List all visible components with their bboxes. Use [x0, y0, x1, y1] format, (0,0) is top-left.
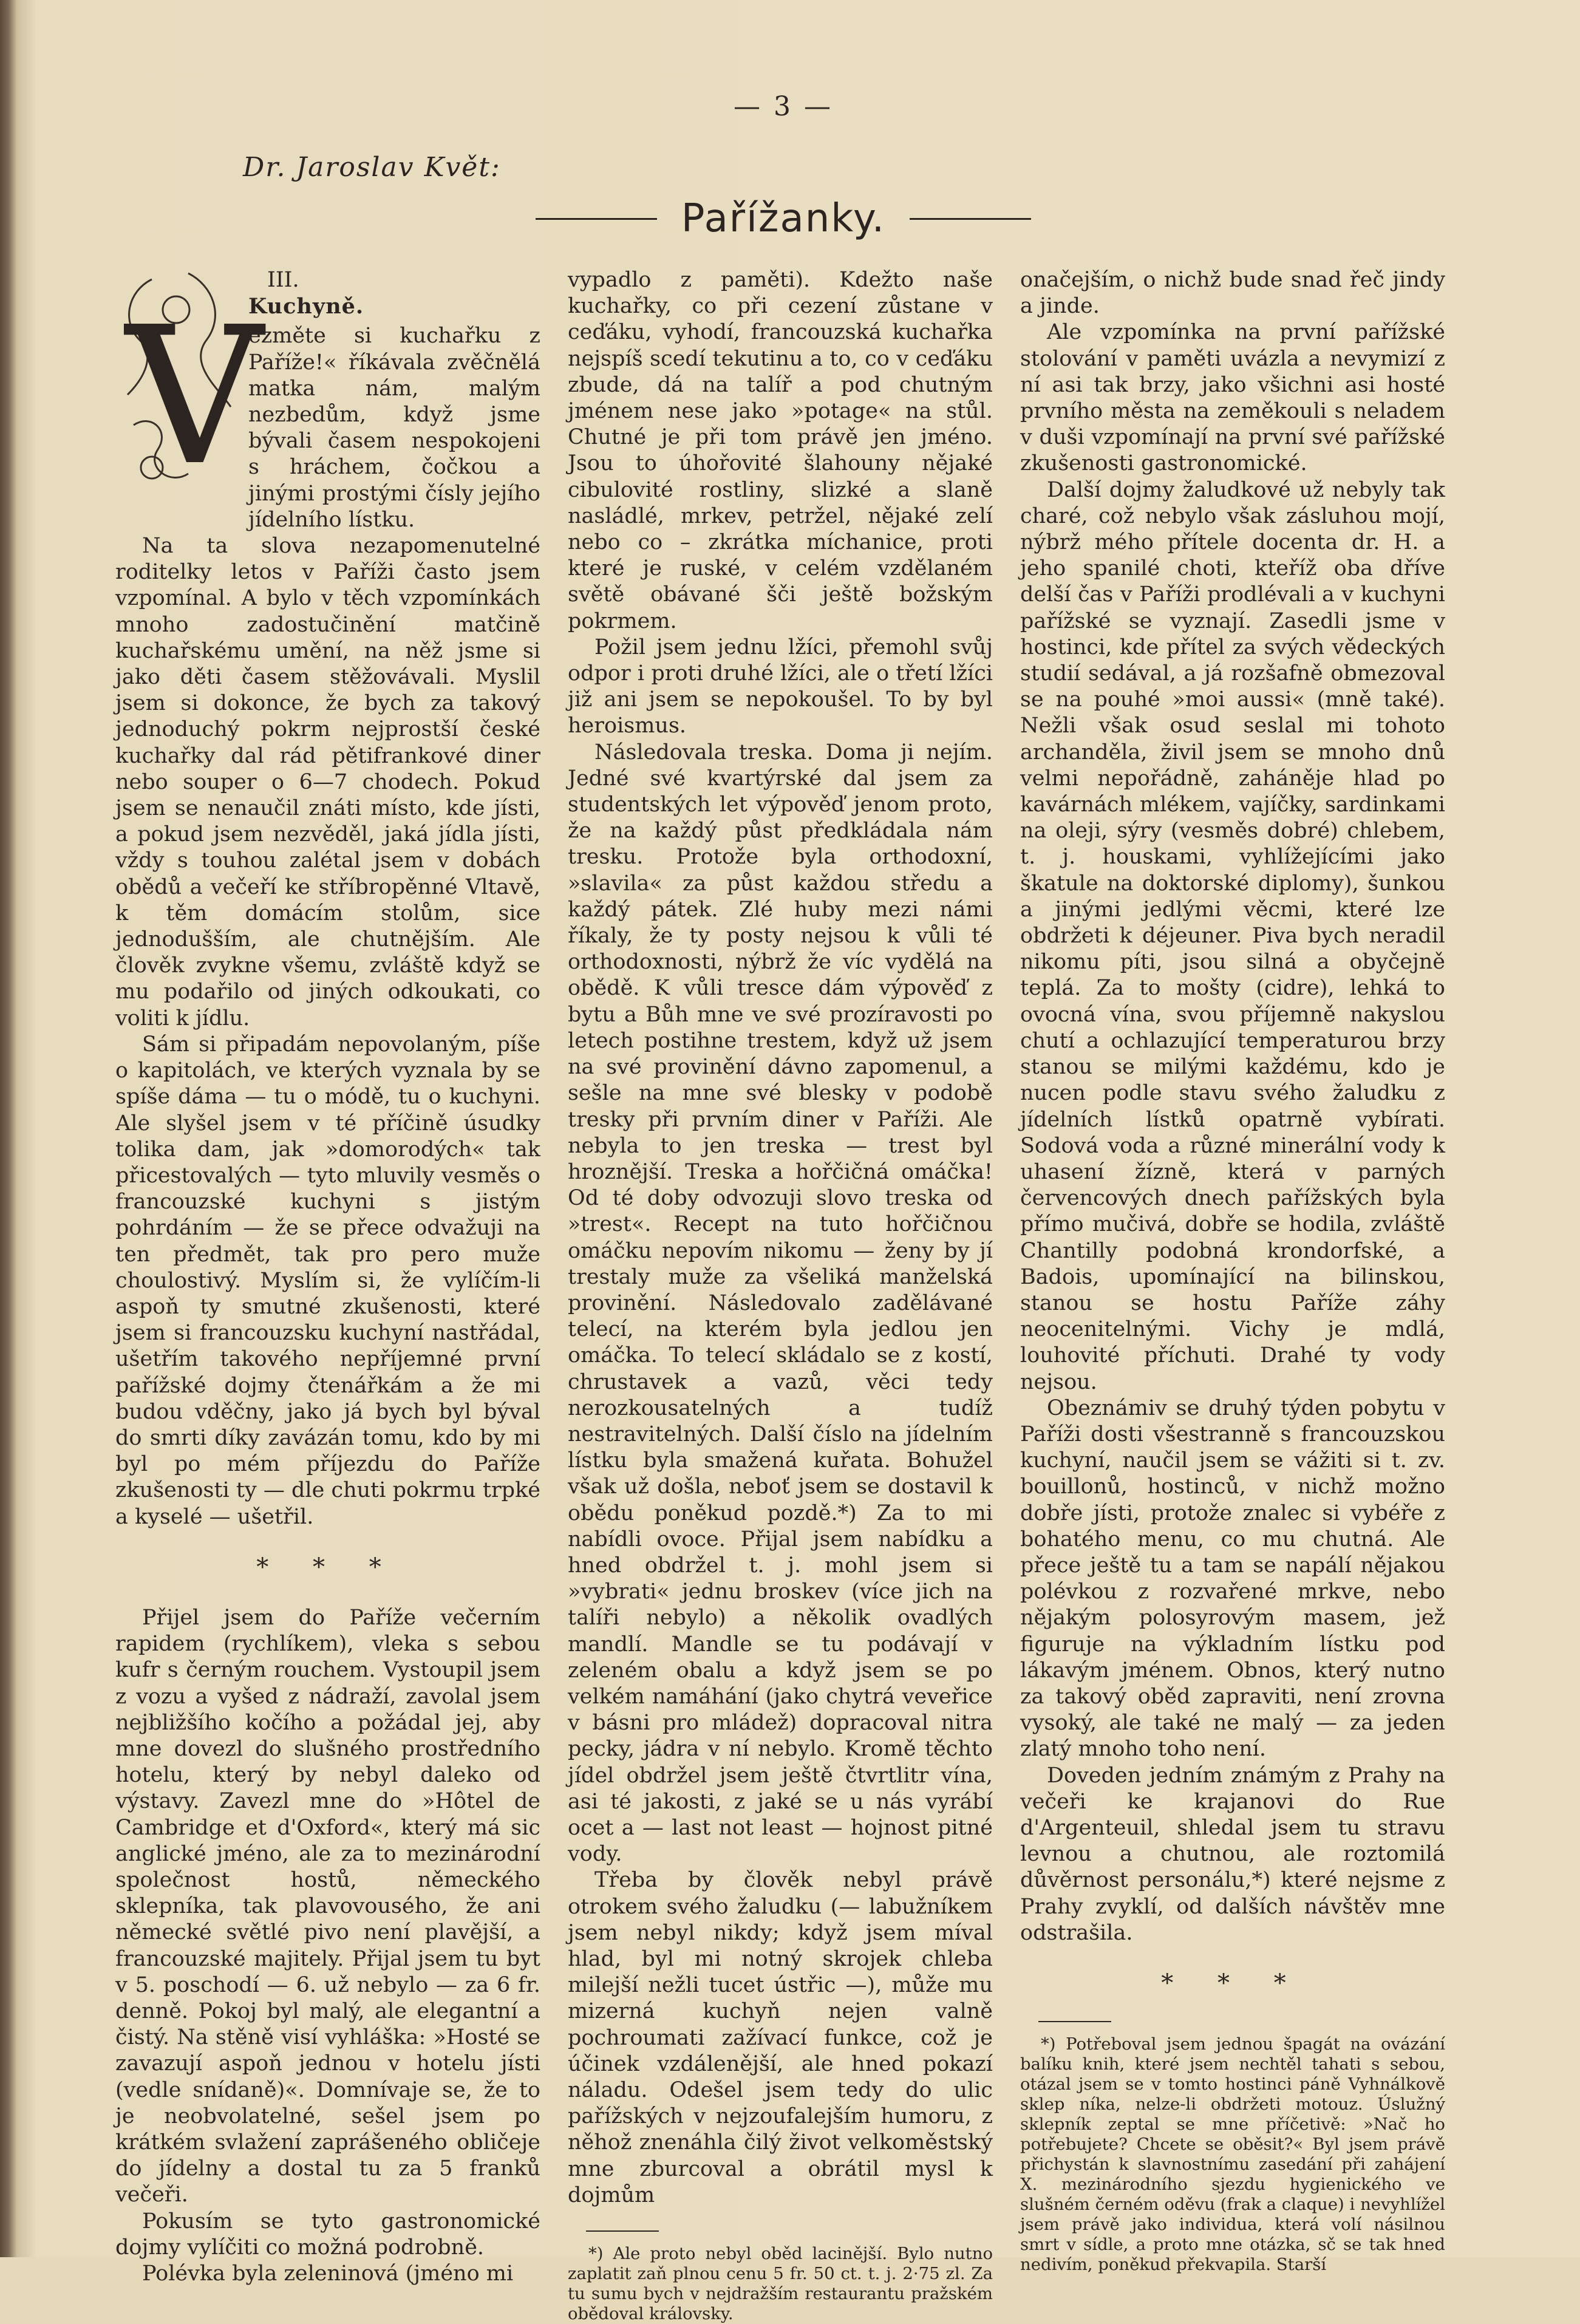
text-column-3: [1020, 267, 1445, 2275]
paragraph: vypadlo z paměti). Kdežto naše kuchařky, co při cezení zůstane v ceďáku, vyhodí, francouzská kuchařka nejspíš scedí tekutinu a to, co v ceďáku zbude, dá na talíř a pod chutným jménem nese jako »potage« na stůl. Chutné je při tom právě jen jméno. Jsou to úhořovité šlahouny nějaké cibulovité rostliny, slizké a slaně nasládlé, mrkev, petržel, nějaké zelí nebo co – zkrátka míchanice, proti které je ruské, v celém vzdělaném světě obávané šči ještě božským pokrmem.: [568, 268, 993, 633]
paragraph: Pokusím se tyto gastronomické dojmy vylíčiti co možná podrobně.: [115, 2209, 540, 2260]
paragraph: Třeba by člověk nebyl právě otrokem svého žaludku (— labužníkem jsem nebyl nikdy; když jsem míval hlad, byl mi notný skrojek chleba milejší nežli tucet ústřic —), může mu mizerná kuchyň nejen valně pochroumati zažívací funkce, což je účinek vzdálenější, ale hned pokazí náladu. Odešel jsem tedy do ulic pařížských v nejzoufalejším humoru, z něhož znenáhla čilý život velkoměstský mne zburcoval a obrátil mysl k dojmům: [568, 1868, 993, 2207]
paragraph: ezměte si kuchařku z Paříže!« říkávala zvěčnělá matka nám, malým nezbedům, když jsme bývali časem nespokojeni s hráchem, čočkou a jinými prostými čísly jejího jídelního lístku.: [248, 324, 540, 532]
text-column-2: [568, 267, 993, 2324]
page-number: — 3 —: [734, 91, 833, 122]
paragraph: onačejším, o nichž bude snad řeč jindy a jinde.: [1020, 268, 1445, 319]
paragraph: Ale vzpomínka na první pařížské stolování v paměti uvázla a nevymizí z ní asi tak brzy, jako všichni asi hosté prvního města na zeměkouli s neladem v duši vzpomínají na první své pařížské zkušenosti gastronomické.: [1020, 320, 1445, 476]
footnote-text: *) Ale proto nebyl oběd lacinější. Bylo nutno zaplatit zaň plnou cenu 5 fr. 50 ct. t. j. 2·75 zl. Za tu sumu bych v nejdražším restaurantu pražském obědoval královsky.: [568, 2244, 993, 2324]
initial-letter: V: [126, 287, 262, 506]
title-row: [522, 194, 1044, 243]
section-title: Kuchyně.: [248, 294, 364, 319]
ornamental-initial-v-icon: [115, 267, 262, 516]
paragraph: Sám si připadám nepovolaným, píše o kapitolách, ve kterých vyznala by se spíše dáma — tu o módě, tu o kuchyni. Ale slyšel jsem v té příčině úsudky tolika dam, jak »domorodých« tak přicestovalých — tyto mluvily vesměs o francouzské kuchyni s jistým pohrdáním — že se přece odvažuji na ten předmět, tak pro pero muže choulostivý. Myslím si, že vylíčím-li aspoň ty smutné zkušenosti, které jsem si francouzsku kuchyní nastřádal, ušetřím takového nepříjemné první pařížské dojmy čtenářkám a že mi budou vděčny, jako já bych byl býval do smrti díky zavázán tomu, kdo by mi byl po mém příjezdu do Paříže zkušenosti ty — dle chuti pokrmu trpké a kyselé — ušetřil.: [115, 1032, 540, 1529]
paragraph: Na ta slova nezapomenutelné roditelky letos v Paříži často jsem vzpomínal. A bylo v těch vzpomínkách mnoho zadostučinění matčině kuchařskému umění, na něž jsme si jako děti časem stěžovávali. Myslil jsem si dokonce, že bych za takový jednoduchý pokrm nejprostší české kuchařky dal rád pětifrankové diner nebo souper o 6—7 chodech. Pokud jsem se nenaučil znáti místo, kde jísti, a pokud jsem nezvěděl, jaká jídla jísti, vždy s touhou zalétal jsem v dobách obědů a večeří ke stříbropěnné Vltavě, k těm domácím stolům, sice jednodušším, ale chutnějším. Ale člověk zvykne všemu, zvláště když se mu podařilo od jiných odkoukati, co voliti k jídlu.: [115, 534, 540, 1031]
paragraph: Další dojmy žaludkové už nebyly tak charé, což nebylo však zásluhou mojí, nýbrž mého přítele docenta dr. H. a jeho spanilé choti, kteříž oba dříve delší čas v Paříži prodlévali a v kuchyni pařížské se vyznají. Zasedli jsme v hostinci, kde přítel za svých vědeckých studií sedával, a já rozšafně obmezoval se na pouhé »moi aussi« (mně také). Nežli však osud seslal mi tohoto archanděla, živil jsem se mnoho dnů velmi nepořádně, zaháněje hlad po kavárnách mlékem, vajíčky, sardinkami na oleji, sýry (vesměs dobré) chlebem, t. j. houskami, vyhlížejícími jako škatule na doktorské diplomy), šunkou a jinými jedlými věcmi, které lze obdržeti k déjeuner. Piva bych neradil nikomu píti, jsou silná a obyčejně teplá. Za to mošty (cidre), lehká to ovocná vína, svou příjemně nakyslou chutí a ochlazující temperaturou brzy stanou se milými každému, kdo je nucen podle stavu svého žaludku z jídelních lístků opatrně vybírati. Sodová voda a různé minerální vody k uhasení žízně, která v parných červencových dnech pařížských byla přímo mučivá, dobře se hodila, zvláště Chantilly podobná krondorfské, a Badois, upomínající na bilinskou, stanou se hostu Paříže záhy neocenitelnými. Vichy je mdlá, louhovité příchuti. Drahé ty vody nejsou.: [1020, 477, 1445, 1394]
footnote-text: *) Potřeboval jsem jednou špagát na ovázání balíku knih, které jsem nechtěl tahati s sebou, otázal jsem se v tomto hostinci páně Vyhnálkově sklep níka, nelze-li obdržeti motouz. Úslužný sklepník zeptal se mne příčetivě: »Nač ho potřebujete? Chcete se oběsit?« Byl jsem právě přichystán k slavnostnímu zasedání při zahájení X. mezinárodního sjezdu hygienického ve slušném černém oděvu (frak a claque) i nevyhlížel jsem právě jako individua, která volí násilnou smrt v sídle, a proto mne otázka, sč se tak hned nedivím, poněkud překvapila. Starší: [1020, 2034, 1445, 2275]
paragraph: Přijel jsem do Paříže večerním rapidem (rychlíkem), vleka s sebou kufr s černým rouchem. Vystoupil jsem z vozu a vyšed z nádraží, zavolal jsem nejbližšího kočího a požádal jej, aby mne dovezl do slušného prostředního hotelu, který by nebyl daleko od výstavy. Zavezl mne do »Hôtel de Cambridge et d'Oxford«, který má sic anglické jméno, ale za to mezinárodní společnost hostů, německého sklepníka, tak plavovousého, že ani německé světlé pivo není plavější, a francouzské majitely. Přijal jsem tu byt v 5. poschodí — 6. už nebylo — za 6 fr. denně. Pokoj byl malý, ale elegantní a čistý. Na stěně visí vyhláška: »Hosté se zavazují aspoň jednou v hotelu jísti (vedle snídaně)«. Domnívaje se, že to je neobvolatelné, sešel jsem po krátkém svlažení zaprášeného obličeje do jídelny a dostal tu za 5 franků večeři.: [115, 1605, 540, 2207]
section-number: III.: [267, 268, 299, 292]
footnote-rule: [1038, 2021, 1111, 2022]
paragraph: Požil jsem jednu lžíci, přemohl svůj odpor i proti druhé lžíci, ale o třetí lžíci již ani jsem se nepokoušel. To by byl heroismus.: [568, 635, 993, 738]
author-byline: Dr. Jaroslav Květ:: [243, 152, 501, 183]
title-rule-right: [910, 218, 1031, 220]
paragraph: Obeznámiv se druhý týden pobytu v Paříži dosti všestranně s francouzskou kuchyní, naučil jsem se vážiti si t. zv. bouillonů, hostinců, v nichž možno dobře jísti, protože znalec si vybéře z bohatého menu, co mu chutná. Ale přece ještě tu a tam se napálí nějakou polévkou z rozvařené mrkve, nebo nějakým polosyrovým masem, jež figuruje na výkladním lístku pod lákavým jménem. Obnos, který nutno za takový oběd zapraviti, není zrovna vysoký, ale také ne malý — za jeden zlatý mnoho toho není.: [1020, 1395, 1445, 1762]
section-divider-stars: * * *: [256, 1553, 400, 1581]
section-divider-stars: * * *: [1161, 1969, 1304, 1997]
footnote: [568, 2244, 993, 2324]
paragraph: Doveden jedním známým z Prahy na večeři ke krajanovi do Rue d'Argenteuil, shledal jsem tu stravu levnou a chutnou, ale roztomilá důvěrnost personálu,*) které nejsme z Prahy zvyklí, od dalších návštěv mne odstrašila.: [1020, 1763, 1445, 1945]
paragraph: Následovala treska. Doma ji nejím. Jedné své kvartýrské dal jsem za studentských let výpověď jenom proto, že na každý půst předkládala nám tresku. Protože byla orthodoxní, »slavila« za půst každou středu a každý pátek. Zlé huby mezi námi říkaly, že ty posty nejsou k vůli té orthodoxnosti, nýbrž že víc vydělá na obědě. K vůli tresce dám výpověď z bytu a Bůh mne ve své prozíravosti po letech postihne trestem, když už jsem na své provinění dávno zapomenul, a sešle na mne své blesky v podobě tresky při prvním diner v Paříži. Ale nebyla to jen treska — trest byl hroznější. Treska a hořčičná omáčka! Od té doby odvozuji slovo treska od »trest«. Recept na tuto hořčičnou omáčku nepovím nikomu — ženy by jí trestaly muže za všeliká manželská provinění. Následovalo zadělávané telecí, na kterém byla jedlou jen omáčka. To telecí skládalo se z kostí, chrustavek a vazů, věci tedy nerozkousatelných a tudíž nestravitelných. Další číslo na jídelním lístku byla smažená kuřata. Bohužel však už došla, neboť jsem se dostavil k obědu poněkud pozdě.*) Za to mi nabídli ovoce. Přijal jsem nabídku a hned obdržel t. j. mohl jsem si »vybrati« jednu broskev (více jich na talíři nebylo) a několik ovadlých mandlí. Mandle se tu podávají v zeleném obalu a když jsem se po velkém namáhání (jako chytrá veveřice v básni pro mládež) dopracoval nitra pecky, jádra v ní nebylo. Kromě těchto jídel obdržel jsem ještě čtvrtlitr vína, asi té jakosti, z jaké se u nás vyrábí ocet a — last not least — hojnost pitné vody.: [568, 740, 993, 1867]
article-title: Pařížanky.: [681, 196, 886, 241]
text-column-1: [115, 267, 540, 2287]
ornamental-initial: [115, 267, 262, 516]
footnote: [1020, 2034, 1445, 2275]
footnote-rule: [586, 2230, 659, 2232]
paragraph: Polévka byla zeleninová (jméno mi: [142, 2261, 514, 2286]
title-rule-left: [536, 218, 657, 220]
